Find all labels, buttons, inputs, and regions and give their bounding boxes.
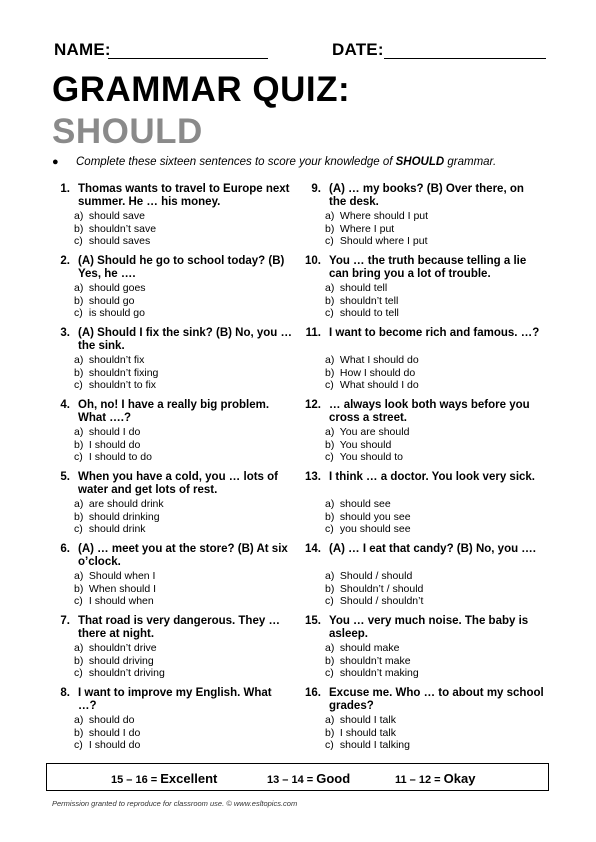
answer-options [74,498,164,536]
answer-option[interactable] [74,367,158,380]
answer-options [74,354,158,392]
option-letter: a) [74,642,84,654]
score-range: 15 – 16 = [111,774,158,786]
option-letter: b) [74,294,84,307]
question-number: 6. [60,543,70,555]
answer-option[interactable] [74,714,140,727]
option-text: should drink [88,523,146,535]
question-text: Oh, no! I have a really big problem. What ….? [78,399,270,424]
answer-options [325,354,419,392]
answer-option[interactable] [325,379,419,392]
answer-option[interactable] [74,295,146,308]
score-range: 11 – 12 = [395,774,441,786]
answer-option[interactable] [74,210,156,223]
option-text: are should drink [88,498,164,510]
option-text: What I should do [339,354,419,366]
option-text: Shouldn’t / should [339,582,424,595]
score-range: 13 – 14 = [267,774,314,786]
option-text: should to tell [339,307,399,319]
option-letter: b) [325,222,335,235]
question-number: 13. [305,471,321,483]
answer-options [325,570,423,608]
answer-option[interactable] [74,511,164,524]
answer-option[interactable] [325,523,411,536]
option-letter: b) [325,654,335,667]
option-text: should driving [88,654,154,667]
question-text: (A) … my books? (B) Over there, on the desk. [329,183,524,208]
option-letter: a) [74,354,84,366]
answer-option[interactable] [325,307,399,320]
option-text: I should talk [339,726,396,739]
answer-option[interactable] [74,307,146,320]
option-letter: c) [74,523,83,535]
answer-options [74,426,152,464]
answer-option[interactable] [325,426,409,439]
option-letter: b) [325,294,335,307]
page-subtitle: SHOULD [52,112,203,151]
option-text: shouldn’t driving [88,667,165,679]
option-letter: b) [74,438,84,451]
option-letter: b) [325,726,335,739]
answer-option[interactable] [325,583,423,596]
score-excellent [111,771,217,786]
answer-option[interactable] [325,642,419,655]
answer-option[interactable] [74,583,156,596]
question-number: 5. [60,471,70,483]
answer-option[interactable] [325,235,428,248]
question-number: 8. [60,687,70,699]
question-text: (A) Should he go to school today? (B) Yes, he …. [78,255,285,280]
question-number: 1. [60,183,70,195]
answer-option[interactable] [325,655,419,668]
answer-option[interactable] [74,595,156,608]
option-letter: a) [325,498,335,510]
option-letter: c) [74,595,83,607]
option-text: When should I [88,582,157,595]
option-letter: a) [325,714,335,726]
copyright-footer: Permission granted to reproduce for classroom use. © www.esltopics.com [52,799,298,808]
bullet-icon: ● [52,156,59,168]
option-letter: c) [325,235,334,247]
option-letter: a) [74,714,84,726]
question-number: 12. [305,399,321,411]
date-label: DATE: [332,40,384,59]
question-number: 2. [60,255,70,267]
option-letter: a) [325,354,335,366]
answer-option[interactable] [74,223,156,236]
score-box [46,763,549,791]
answer-option[interactable] [325,511,411,524]
answer-option[interactable] [325,498,411,511]
option-text: should goes [88,282,146,294]
option-text: shouldn’t making [339,667,419,679]
option-letter: a) [74,498,84,510]
option-text: should I talking [339,739,410,751]
question-number: 15. [305,615,321,627]
option-letter: a) [74,426,84,438]
option-text: Where I put [339,222,395,235]
question-number: 14. [305,543,321,555]
option-letter: b) [74,510,84,523]
option-text: should you see [339,510,411,523]
answer-option[interactable] [325,451,409,464]
question-number: 10. [305,255,321,267]
option-text: shouldn’t to fix [88,379,157,391]
option-letter: b) [74,726,84,739]
option-text: You should [339,438,392,451]
option-letter: b) [74,582,84,595]
question-number: 7. [60,615,70,627]
option-letter: a) [74,210,84,222]
option-text: shouldn’t save [88,222,157,235]
answer-option[interactable] [74,426,152,439]
answer-options [74,570,156,608]
option-letter: c) [325,379,334,391]
answer-options [74,714,140,752]
question-text: You … very much noise. The baby is asleep. [329,615,529,640]
option-letter: b) [325,366,335,379]
option-letter: c) [325,739,334,751]
option-letter: a) [74,570,84,582]
option-text: should see [339,498,391,510]
option-text: Should when I [88,570,156,582]
option-text: should I do [88,426,141,438]
option-text: I should do [88,739,141,751]
question-text: (A) … I eat that candy? (B) No, you …. [329,543,537,555]
option-text: shouldn’t tell [339,294,399,307]
score-label: Okay [443,771,476,786]
option-text: How I should do [339,366,416,379]
question-number: 9. [311,183,321,195]
option-letter: b) [74,222,84,235]
answer-option[interactable] [74,570,156,583]
answer-options [74,210,156,248]
answer-options [325,210,428,248]
option-letter: a) [325,642,335,654]
option-text: shouldn’t fix [88,354,145,366]
option-letter: c) [325,595,334,607]
option-text: should I talk [339,714,396,726]
option-text: is should go [88,307,145,319]
option-text: shouldn’t fixing [88,366,159,379]
answer-option[interactable] [74,727,140,740]
option-text: should saves [88,235,151,247]
option-letter: c) [325,451,334,463]
answer-option[interactable] [74,739,140,752]
answer-option[interactable] [74,667,165,680]
instructions-text [76,155,496,169]
option-text: should drinking [88,510,160,523]
answer-option[interactable] [325,727,410,740]
option-text: you should see [339,523,411,535]
answer-options [325,282,399,320]
option-letter: a) [325,570,335,582]
answer-option[interactable] [74,642,165,655]
option-text: should save [88,210,145,222]
answer-option[interactable] [325,595,423,608]
instructions-text-after: grammar. [444,156,497,168]
option-letter: c) [74,235,83,247]
option-text: should make [339,642,400,654]
answer-option[interactable] [325,223,428,236]
answer-option[interactable] [74,655,165,668]
question-text: I think … a doctor. You look very sick. [329,471,535,483]
answer-option[interactable] [74,379,158,392]
option-letter: c) [74,379,83,391]
score-label: Good [316,771,351,786]
instructions-text-before: Complete these sixteen sentences to score your knowledge of [76,156,396,168]
question-text: You … the truth because telling a lie can bring you a lot of trouble. [329,255,527,280]
page-title: GRAMMAR QUIZ: [52,70,351,109]
answer-options [74,282,146,320]
option-text: You should to [339,451,403,463]
option-text: shouldn’t drive [88,642,157,654]
question-text: Excuse me. Who … to about my school grades? [329,687,544,712]
option-text: What should I do [339,379,419,391]
answer-option[interactable] [325,739,410,752]
option-text: Should / shouldn’t [339,595,424,607]
answer-option[interactable] [74,498,164,511]
answer-option[interactable] [74,235,156,248]
score-good [267,771,350,786]
option-text: should go [88,294,135,307]
option-letter: c) [74,307,83,319]
answer-options [325,498,411,536]
answer-options [325,642,419,680]
question-number: 4. [60,399,70,411]
option-letter: b) [325,510,335,523]
option-text: should do [88,714,135,726]
name-label: NAME: [54,40,111,59]
question-text: I want to improve my English. What …? [78,687,272,712]
question-number: 3. [60,327,70,339]
question-text: … always look both ways before you cross a street. [329,399,530,424]
answer-option[interactable] [325,714,410,727]
question-text: I want to become rich and famous. …? [329,327,540,339]
answer-option[interactable] [74,439,152,452]
answer-option[interactable] [74,282,146,295]
answer-option[interactable] [325,570,423,583]
date-field[interactable] [384,58,546,59]
question-number: 11. [305,327,321,339]
score-okay [395,771,475,786]
option-letter: b) [74,366,84,379]
option-text: I should to do [88,451,152,463]
answer-options [325,714,410,752]
question-text: When you have a cold, you … lots of water and get lots of rest. [78,471,278,496]
option-text: should I do [88,726,141,739]
option-letter: a) [325,426,335,438]
option-letter: b) [325,582,335,595]
answer-options [325,426,409,464]
option-letter: a) [325,210,335,222]
option-letter: a) [325,282,335,294]
score-label: Excellent [160,771,218,786]
answer-option[interactable] [325,210,428,223]
option-letter: c) [74,451,83,463]
answer-option[interactable] [325,295,399,308]
option-letter: b) [325,438,335,451]
option-text: You are should [339,426,410,438]
answer-options [74,642,165,680]
option-letter: c) [325,667,334,679]
header-row [54,40,554,64]
option-letter: b) [74,654,84,667]
option-letter: c) [74,667,83,679]
option-text: Where should I put [339,210,429,222]
option-text: I should do [88,438,141,451]
option-text: shouldn’t make [339,654,411,667]
answer-option[interactable] [74,354,158,367]
answer-option[interactable] [325,354,419,367]
question-number: 16. [305,687,321,699]
option-text: Should where I put [339,235,428,247]
option-text: Should / should [339,570,413,582]
question-text: That road is very dangerous. They … there at night. [78,615,280,640]
question-text: (A) Should I fix the sink? (B) No, you … the sink. [78,327,293,352]
option-letter: c) [74,739,83,751]
instructions-emphasis: SHOULD [395,156,445,168]
option-letter: c) [325,523,334,535]
answer-option[interactable] [74,451,152,464]
question-text: Thomas wants to travel to Europe next summer. He … his money. [78,183,290,208]
answer-option[interactable] [325,282,399,295]
option-text: should tell [339,282,388,294]
answer-option[interactable] [74,523,164,536]
question-text: (A) … meet you at the store? (B) At six o’clock. [78,543,288,568]
name-field[interactable] [108,58,268,59]
option-text: I should when [88,595,154,607]
answer-option[interactable] [325,667,419,680]
option-letter: c) [325,307,334,319]
answer-option[interactable] [325,439,409,452]
option-letter: a) [74,282,84,294]
answer-option[interactable] [325,367,419,380]
